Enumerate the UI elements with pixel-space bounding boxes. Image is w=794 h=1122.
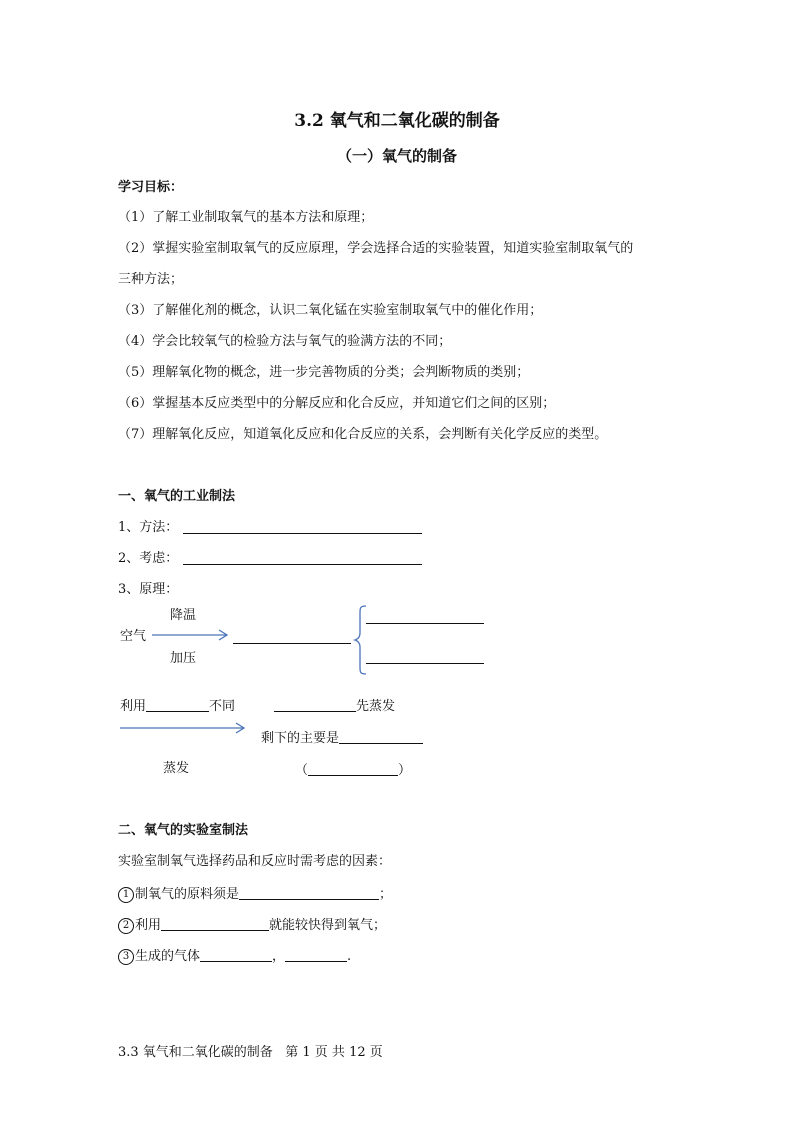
objective-item-3: （3）了解催化剂的概念，认识二氧化锰在实验室制取氧气中的催化作用； xyxy=(118,303,543,318)
section-subtitle: （一）氧气的制备 xyxy=(336,147,457,165)
brace-icon xyxy=(354,605,368,675)
objective-item-2: （2）掌握实验室制取氧气的反应原理，学会选择合适的实验装置，知道实验室制取氧气的 xyxy=(118,241,634,256)
paren-open: （ xyxy=(295,763,309,778)
circled-number: 1 xyxy=(118,887,134,903)
condition-blank[interactable] xyxy=(161,916,269,931)
objective-item-6: （6）掌握基本反应类型中的分解反应和化合反应，并知道它们之间的区别； xyxy=(118,396,556,411)
remaining-state-blank[interactable] xyxy=(308,761,398,776)
cool-pressurize-arrow-icon xyxy=(152,628,232,642)
factor-item-2 xyxy=(118,916,386,934)
factor-item-3-prefix: 生成的气体 xyxy=(135,949,201,964)
circled-number: 3 xyxy=(118,949,134,965)
footer-page-mid: 页 共 xyxy=(314,1045,345,1060)
evaporates-first-blank[interactable] xyxy=(274,697,356,712)
air-label: 空气 xyxy=(120,629,147,644)
component-blank-1[interactable] xyxy=(366,623,484,624)
factor-item-3-comma: ， xyxy=(272,949,286,964)
component-blank-2[interactable] xyxy=(366,663,484,664)
remaining-state-line xyxy=(295,761,411,779)
footer-page-prefix: 第 xyxy=(285,1045,299,1060)
factor-item-1-prefix: 制氧气的原料须是 xyxy=(135,887,240,902)
objective-item-4: （4）学会比较氧气的检验方法与氧气的验满方法的不同； xyxy=(118,334,452,349)
section2-intro: 实验室制氧气选择药品和反应时需考虑的因素： xyxy=(118,854,392,869)
footer-page-suffix: 页 xyxy=(369,1045,383,1060)
factor-item-3-suffix: . xyxy=(347,949,352,964)
objective-item-2-cont: 三种方法； xyxy=(118,272,184,287)
gas-property-blank-1[interactable] xyxy=(200,947,272,962)
page-title: 3.2 氧气和二氧化碳的制备 xyxy=(294,111,500,131)
page-footer xyxy=(118,1041,383,1060)
evaporates-first-label: 先蒸发 xyxy=(356,699,396,714)
factor-item-1-suffix: ； xyxy=(379,887,393,902)
footer-page-number: 1 xyxy=(302,1045,311,1060)
factor-item-1 xyxy=(118,885,392,903)
liquid-air-blank[interactable] xyxy=(233,643,351,644)
remaining-label: 剩下的主要是 xyxy=(261,731,340,746)
cool-label: 降温 xyxy=(170,608,197,623)
raw-material-blank[interactable] xyxy=(239,885,379,900)
circled-number: 2 xyxy=(118,918,134,934)
different-label: 不同 xyxy=(209,699,236,714)
gas-property-blank-2[interactable] xyxy=(285,947,347,962)
evaporation-arrow-icon xyxy=(120,721,250,735)
evaporate-label: 蒸发 xyxy=(163,761,190,776)
footer-total-pages: 12 xyxy=(349,1045,366,1060)
factor-item-2-prefix: 利用 xyxy=(135,918,162,933)
use-label: 利用 xyxy=(120,699,147,714)
boiling-point-line xyxy=(120,697,235,715)
pressurize-label: 加压 xyxy=(170,651,197,666)
evaporates-first-line xyxy=(274,697,395,715)
objectives-heading: 学习目标： xyxy=(118,180,184,195)
remaining-line xyxy=(261,729,423,747)
principle-label: 3、原理： xyxy=(118,582,179,597)
objective-item-7: （7）理解氧化反应，知道氧化反应和化合反应的关系，会判断有关化学反应的类型。 xyxy=(118,427,608,442)
consider-answer-blank[interactable] xyxy=(183,564,422,565)
consider-label: 2、考虑： xyxy=(118,551,179,566)
method-answer-blank[interactable] xyxy=(183,533,422,534)
property-blank[interactable] xyxy=(146,697,209,712)
paren-close: ） xyxy=(398,763,412,778)
factor-item-2-suffix: 就能较快得到氧气； xyxy=(269,918,387,933)
objective-item-1: （1）了解工业制取氧气的基本方法和原理； xyxy=(118,210,374,225)
section1-heading: 一、氧气的工业制法 xyxy=(118,489,236,504)
objective-item-5: （5）理解氧化物的概念，进一步完善物质的分类；会判断物质的类别； xyxy=(118,365,530,380)
method-label: 1、方法： xyxy=(118,520,179,535)
factor-item-3 xyxy=(118,947,351,965)
footer-doc-title: 3.3 氧气和二氧化碳的制备 xyxy=(118,1045,273,1060)
remaining-blank[interactable] xyxy=(339,729,423,744)
section2-heading: 二、氧气的实验室制法 xyxy=(118,823,249,838)
